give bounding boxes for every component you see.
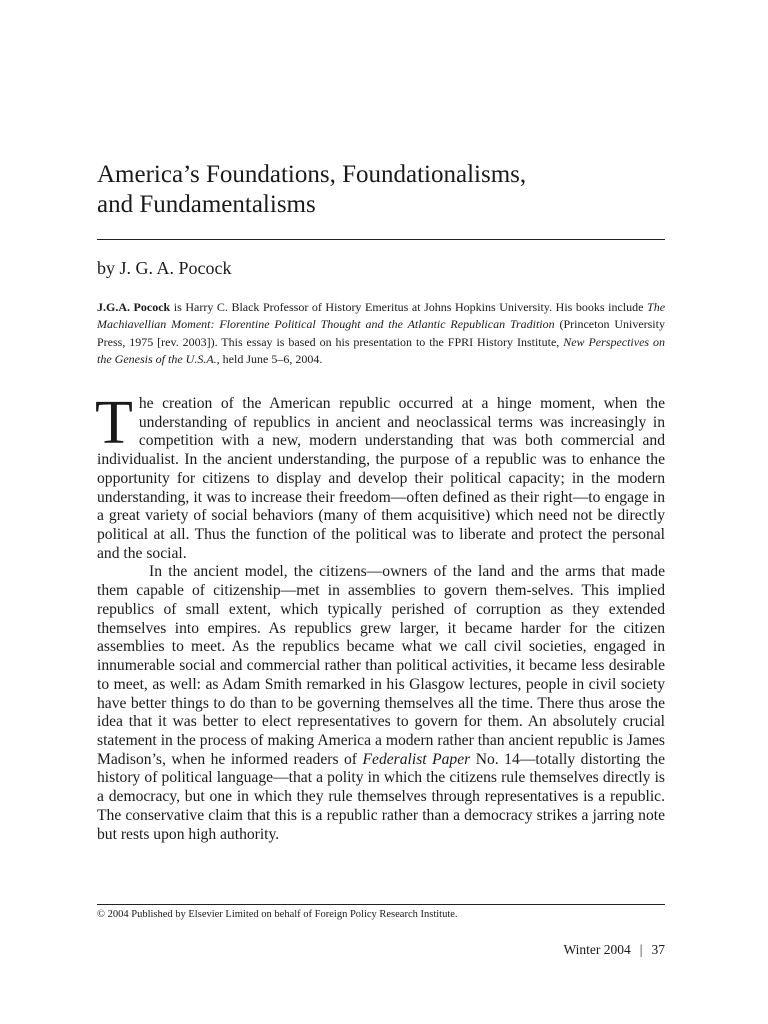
bio-text-1: is Harry C. Black Professor of History Emeritus at Johns Hopkins University. His books include bbox=[170, 300, 648, 314]
drop-cap: T bbox=[95, 389, 133, 457]
title-divider bbox=[97, 239, 665, 240]
copyright-notice: © 2004 Published by Elsevier Limited on behalf of Foreign Policy Research Institute. bbox=[97, 909, 458, 920]
article-title bbox=[97, 160, 665, 220]
bio-text-2: (Princeton University Press, 1975 [rev. 2003]). This essay is based on his presentation to the FPRI History Institute, bbox=[97, 317, 665, 349]
article-page bbox=[97, 0, 665, 1024]
footer-separator: | bbox=[639, 942, 643, 957]
author-byline: by J. G. A. Pocock bbox=[97, 258, 232, 278]
page-footer bbox=[563, 941, 665, 959]
bio-institute-title: New Perspectives on the Genesis of the U.S.A. bbox=[97, 334, 665, 367]
paragraph-1-text: he creation of the American republic occurred at a hinge moment, when the understanding of republics in ancient and neoclassical terms was increasingly in competition with a new, modern understanding that was both commercial and individualist. In the ancient understanding, the purpose of a republic was to enhance the opportunity for citizens to display and develop their political capacity; in the modern understanding, it was to increase their freedom—often defined as their right—to engage in a great variety of social behaviors (many of them acquisitive) which need not be directly political at all. Thus the function of the political was to liberate and protect the personal and the social. bbox=[97, 395, 665, 562]
paragraph-1 bbox=[95, 389, 665, 563]
bio-book-title: The Machiavellian Moment: Florentine Political Thought and the Atlantic Republican Tradition bbox=[97, 300, 666, 332]
paragraph-2 bbox=[97, 563, 665, 844]
bio-text-3: , held June 5–6, 2004. bbox=[216, 352, 323, 367]
author-bio bbox=[97, 299, 665, 369]
page-number: 37 bbox=[651, 942, 665, 957]
paragraph-2-italic: Federalist Paper bbox=[362, 750, 471, 768]
article-title-line-1: America’s Foundations, Foundationalisms, bbox=[97, 161, 527, 188]
article-title-line-2: and Fundamentalisms bbox=[97, 191, 316, 218]
paragraph-2-text-2: No. 14—totally distorting the history of political language—that a polity in which the citizens rule themselves directly is a democracy, but one in which they rule themselves through representatives is a republic. The conservative claim that this is a republic rather than a democracy strikes a jarring note but rests upon high authority. bbox=[97, 750, 665, 843]
author-name: J.G.A. Pocock bbox=[97, 300, 171, 314]
article-body bbox=[95, 389, 665, 844]
footnote-divider bbox=[97, 904, 665, 905]
issue-date: Winter 2004 bbox=[563, 942, 631, 957]
paragraph-2-text-1: In the ancient model, the citizens—owners of the land and the arms that made them capable of citizenship—met in assemblies to govern them-selves. This implied republics of small extent, which typically perished of corruption as they extended themselves into empires. As republics grew larger, it became harder for the citizen assemblies to meet. As the republics became what we call civil societies, engaged in innumerable social and commercial rather than political activities, it became less desirable to meet, as well: as Adam Smith remarked in his Glasgow lectures, people in civil society have better things to do than to be governing themselves all the time. There thus arose the idea that it was better to elect representatives to govern for them. An absolutely crucial statement in the process of making America a modern rather than ancient republic is James Madison’s, when he informed readers of bbox=[97, 563, 665, 768]
